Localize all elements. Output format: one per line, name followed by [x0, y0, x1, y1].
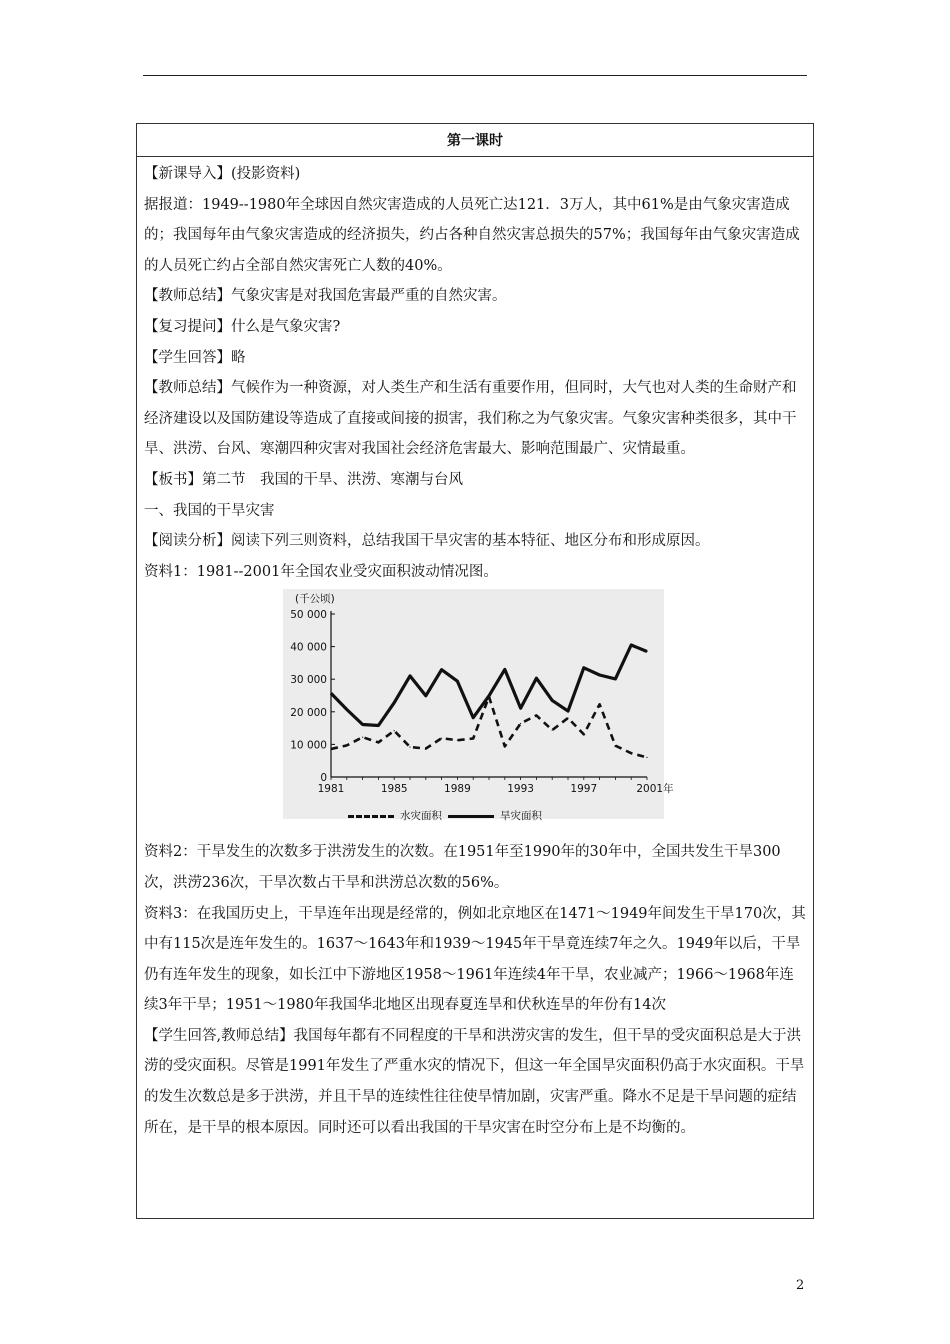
data-point-drought [567, 711, 568, 712]
y-tick-label: 50 000 [290, 609, 327, 622]
data-point-drought [504, 669, 505, 670]
data-point-flood [362, 737, 363, 738]
x-tick-label: 1989 [444, 783, 471, 796]
data-point-drought [457, 681, 458, 682]
y-tick-label: 40 000 [290, 641, 327, 654]
paragraph-9: 资料1：1981--2001年全国农业受灾面积波动情况图。 [144, 563, 498, 580]
data-point-drought [583, 668, 584, 669]
data-point-flood [567, 718, 568, 719]
legend-label-flood: 水灾面积 [400, 810, 442, 823]
y-tick-label: 20 000 [290, 707, 327, 720]
data-point-drought [425, 696, 426, 697]
data-point-flood [441, 738, 442, 739]
data-point-flood [615, 745, 616, 746]
paragraph-8: 【阅读分析】阅读下列三则资料，总结我国干旱灾害的基本特征、地区分布和形成原因。 [144, 533, 710, 550]
paragraph-5: 【教师总结】气候作为一种资源，对人类生产和生活有重要作用，但同时，大气也对人类的生命财产和经济建设以及国防建设等造成了直接或间接的损害，我们称之为气象灾害。气象灾害种类很多，其中干旱、洪涝、台风、寒潮四种灾害对我国社会经济危害最大、影响范围最广、灾情最重。 [144, 380, 797, 458]
data-point-drought [378, 725, 379, 726]
disaster-area-chart [283, 589, 674, 823]
paragraph-4: 【学生回答】略 [144, 349, 246, 366]
x-tick-label: 1985 [380, 783, 408, 796]
data-point-flood [394, 730, 395, 731]
paragraphs-before-chart [144, 159, 807, 587]
paragraph-after-chart-1: 资料3：在我国历史上，干旱连年出现是经常的，例如北京地区在1471～1949年间发生干旱170次，其中有115次是连年发生的。1637～1643年和1939～1945年干旱竟连续7年之久。1949年以后，干旱仍有连年发生的现象，如长江中下游地区1958～1961年连续4年干旱，农业减产；1966～1968年连续3年干旱；1951～1980年我国华北地区出现春夏连旱和伏秋连旱的年份有14次 [144, 905, 806, 1014]
data-point-drought [409, 676, 410, 677]
data-point-flood [346, 745, 347, 746]
paragraph-2: 【教师总结】气象灾害是对我国危害最严重的自然灾害。 [144, 288, 507, 305]
data-point-flood [330, 749, 331, 750]
data-point-flood [631, 753, 632, 754]
paragraph-3: 【复习提问】什么是气象灾害? [144, 318, 341, 335]
page-number: 2 [796, 1278, 805, 1293]
data-point-flood [504, 746, 505, 747]
legend-label-drought: 旱灾面积 [500, 810, 542, 823]
data-point-flood [552, 730, 553, 731]
paragraph-7: 一、我国的干旱灾害 [144, 502, 275, 519]
data-point-drought [631, 645, 632, 646]
data-point-drought [488, 696, 489, 697]
data-point-flood [457, 740, 458, 741]
data-point-drought [362, 724, 363, 725]
series-line-drought [331, 645, 647, 726]
data-point-drought [552, 700, 553, 701]
table-title: 第一课时 [137, 124, 813, 157]
data-point-flood [536, 715, 537, 716]
data-point-drought [473, 717, 474, 718]
chart-svg [283, 589, 674, 819]
data-point-drought [330, 693, 331, 694]
paragraph-after-chart-0: 资料2：干旱发生的次数多于洪涝发生的次数。在1951年至1990年的30年中，全国共发生干旱300次，洪涝236次，干旱次数占干旱和洪涝总次数的56%。 [144, 844, 781, 891]
paragraph-1: 据报道：1949--1980年全球因自然灾害造成的人员死亡达121．3万人，其中61%是由气象灾害造成的；我国每年由气象灾害造成的经济损失，约占各种自然灾害总损失的57%；我国每年由气象灾害造成的人员死亡约占全部自然灾害死亡人数的40%。 [144, 196, 800, 274]
data-point-flood [520, 723, 521, 724]
chart-legend [348, 801, 542, 832]
x-tick-label: 1981 [317, 783, 345, 796]
data-point-flood [599, 704, 600, 705]
data-point-drought [536, 678, 537, 679]
legend-swatch-drought [448, 815, 494, 818]
data-point-drought [646, 651, 647, 652]
paragraphs-after-chart [144, 837, 807, 1143]
x-tick-label: 1997 [570, 783, 598, 796]
data-point-drought [520, 708, 521, 709]
data-point-drought [615, 679, 616, 680]
header-rule [143, 75, 807, 76]
y-tick-label: 10 000 [290, 739, 327, 752]
x-tick-label: 2001年 [636, 783, 674, 796]
legend-swatch-flood [348, 815, 394, 818]
data-point-drought [394, 702, 395, 703]
paragraph-after-chart-2: 【学生回答,教师总结】我国每年都有不同程度的干旱和洪涝灾害的发生，但干旱的受灾面积总是大于洪涝的受灾面积。尽管是1991年发生了严重水灾的情况下，但这一年全国旱灾面积仍高于水灾面积。干旱的发生次数总是多于洪涝，并且干旱的连续性往往使旱情加剧，灾害严重。降水不足是干旱问题的症结所在，是干旱的根本原因。同时还可以看出我国的干旱灾害在时空分布上是不均衡的。 [144, 1027, 805, 1136]
lesson-table [136, 123, 814, 1219]
paragraph-6: 【板书】第二节 我国的干旱、洪涝、寒潮与台风 [144, 471, 463, 488]
data-point-flood [409, 747, 410, 748]
y-tick-label: 0 [320, 772, 327, 785]
data-point-flood [378, 742, 379, 743]
x-tick-label: 1993 [507, 783, 534, 796]
y-axis-unit-label: (千公顷) [295, 593, 335, 606]
data-point-flood [425, 748, 426, 749]
data-point-flood [473, 738, 474, 739]
data-point-drought [346, 709, 347, 710]
data-point-drought [599, 675, 600, 676]
table-content [137, 157, 813, 1143]
data-point-flood [583, 734, 584, 735]
data-point-drought [441, 669, 442, 670]
data-point-flood [646, 757, 647, 758]
paragraph-0: 【新课导入】(投影资料) [144, 166, 301, 182]
y-tick-label: 30 000 [290, 674, 327, 687]
